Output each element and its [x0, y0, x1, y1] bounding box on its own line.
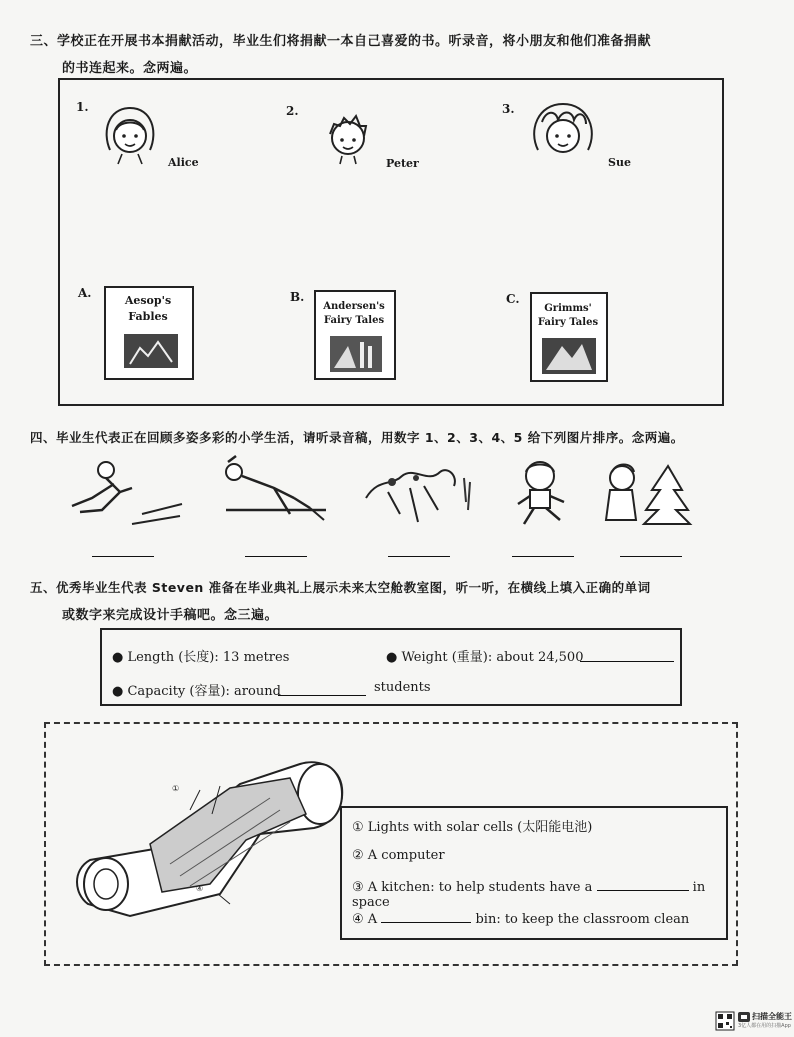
book-letter-a: A. [78, 286, 92, 300]
legend-item-4-post: bin: to keep the classroom clean [475, 912, 690, 927]
capsule-label-4: ④ [196, 884, 204, 893]
spec-capacity-unit: students [374, 680, 431, 695]
book-andersens-fairy-tales [314, 290, 396, 380]
kid-number-3: 3. [502, 102, 515, 116]
book-grimms-fairy-tales [530, 292, 608, 382]
camscanner-logo-icon [738, 1012, 750, 1022]
bin-blank[interactable] [381, 921, 471, 923]
sec5-instruction-line1: 五、优秀毕业生代表 Steven 准备在毕业典礼上展示未来太空舱教室图，听一听，在横线上填入正确的单词 [30, 580, 651, 595]
legend-item-2: ② A computer [352, 848, 445, 863]
watermark-subtitle: 3亿人都在用的扫描App [738, 1023, 791, 1029]
book-a-title-bottom: Fables [128, 310, 168, 323]
spec-length-text: Length (长度): 13 metres [127, 650, 290, 665]
qr-code-icon [716, 1012, 734, 1030]
kid-number-1: 1. [76, 100, 89, 114]
book-a-cover-art [124, 334, 178, 368]
planting-tree-icon [602, 460, 696, 532]
book-b-cover-art [330, 336, 382, 372]
girl-sue-icon [528, 98, 598, 166]
book-letter-b: B. [290, 290, 305, 304]
boy-peter-icon [316, 104, 380, 168]
classroom-design-frame [44, 722, 738, 966]
space-capsule-icon [70, 744, 350, 924]
legend-item-4 [352, 912, 689, 927]
kid-name-peter: Peter [386, 157, 419, 170]
book-c-title-top: Grimms' [544, 303, 592, 314]
legend-item-3-post: in space [352, 880, 706, 910]
specs-box [100, 628, 682, 706]
book-a-title-top: Aesop's [124, 294, 172, 307]
kitchen-blank[interactable] [597, 889, 689, 891]
legend-box [340, 806, 728, 940]
capsule-label-1: ① [172, 784, 180, 793]
legend-item-3-pre: ③ A kitchen: to help students have a [352, 880, 593, 895]
book-aesops-fables [104, 286, 194, 380]
order-blank-5[interactable] [620, 555, 682, 557]
weight-blank[interactable] [580, 660, 674, 662]
kid-name-sue: Sue [608, 156, 631, 169]
order-blank-2[interactable] [245, 555, 307, 557]
sec3-instruction-line2: 的书连起来。念两遍。 [62, 61, 198, 76]
spec-weight: ● Weight (重量): about 24,500 [386, 650, 584, 665]
girl-alice-icon [98, 102, 162, 166]
spec-capacity: ● Capacity (容量): around [112, 684, 281, 699]
running-boy-icon [506, 458, 576, 532]
book-c-cover-art [542, 338, 596, 374]
book-letter-c: C. [506, 292, 520, 306]
spec-length: ● Length (长度): 13 metres [112, 650, 290, 665]
book-b-title-bottom: Fairy Tales [323, 315, 385, 326]
matching-box [58, 78, 724, 406]
capacity-blank[interactable] [278, 694, 366, 696]
kid-name-alice: Alice [168, 156, 199, 169]
sec5-instruction-line2: 或数字来完成设计手稿吧。念三遍。 [62, 608, 279, 623]
high-jump-icon [214, 458, 334, 530]
long-jump-icon [62, 458, 184, 530]
legend-item-3 [352, 880, 726, 910]
order-blank-1[interactable] [92, 555, 154, 557]
book-c-title-bottom: Fairy Tales [537, 317, 599, 328]
book-b-title-top: Andersen's [323, 301, 385, 312]
sec3-instruction-line1: 三、学校正在开展书本捐献活动，毕业生们将捐献一本自己喜爱的书。听录音，将小朋友和他们准备捐献 [30, 34, 652, 49]
order-blank-3[interactable] [388, 555, 450, 557]
legend-item-1: ① Lights with solar cells (太阳能电池) [352, 820, 593, 835]
spec-weight-text: Weight (重量): about 24,500 [401, 650, 584, 665]
watermark-title: 扫描全能王 [752, 1012, 792, 1021]
ink-painting-icon [358, 458, 480, 528]
sec4-instruction: 四、毕业生代表正在回顾多姿多彩的小学生活，请听录音稿，用数字 1、2、3、4、5 给下列图片排序。念两遍。 [30, 430, 684, 445]
legend-item-4-pre: ④ A [352, 912, 378, 927]
kid-number-2: 2. [286, 104, 299, 118]
spec-capacity-text: Capacity (容量): around [127, 684, 281, 699]
order-blank-4[interactable] [512, 555, 574, 557]
